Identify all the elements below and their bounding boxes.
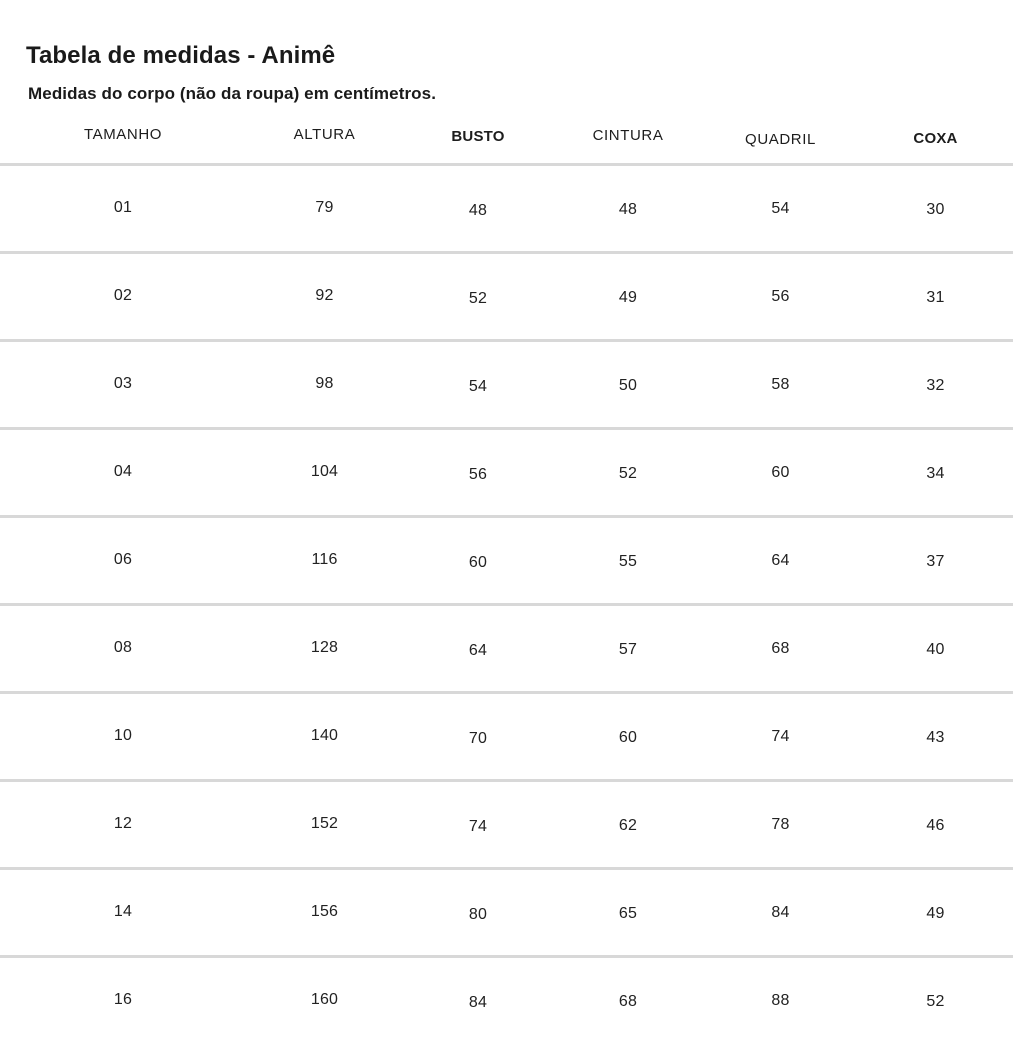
cell-quadril: 60 bbox=[703, 429, 858, 517]
cell-cintura: 55 bbox=[553, 517, 703, 605]
table-body bbox=[0, 165, 1013, 1043]
cell-quadril: 56 bbox=[703, 253, 858, 341]
cell-quadril: 64 bbox=[703, 517, 858, 605]
table-row bbox=[0, 781, 1013, 869]
cell-tamanho: 06 bbox=[0, 517, 246, 605]
cell-altura: 98 bbox=[246, 341, 403, 429]
table-header-row bbox=[0, 122, 1013, 165]
cell-coxa: 37 bbox=[858, 517, 1013, 605]
table-row bbox=[0, 605, 1013, 693]
cell-quadril: 78 bbox=[703, 781, 858, 869]
cell-busto: 84 bbox=[403, 957, 553, 1043]
cell-tamanho: 10 bbox=[0, 693, 246, 781]
cell-busto: 60 bbox=[403, 517, 553, 605]
cell-altura: 79 bbox=[246, 165, 403, 253]
cell-coxa: 32 bbox=[858, 341, 1013, 429]
cell-tamanho: 02 bbox=[0, 253, 246, 341]
cell-altura: 160 bbox=[246, 957, 403, 1043]
table-row bbox=[0, 341, 1013, 429]
cell-quadril: 68 bbox=[703, 605, 858, 693]
cell-altura: 156 bbox=[246, 869, 403, 957]
cell-coxa: 49 bbox=[858, 869, 1013, 957]
cell-busto: 64 bbox=[403, 605, 553, 693]
measurements-table bbox=[0, 122, 1013, 1043]
column-header-busto: BUSTO bbox=[403, 122, 553, 165]
cell-coxa: 46 bbox=[858, 781, 1013, 869]
cell-cintura: 52 bbox=[553, 429, 703, 517]
cell-tamanho: 08 bbox=[0, 605, 246, 693]
cell-busto: 56 bbox=[403, 429, 553, 517]
cell-coxa: 43 bbox=[858, 693, 1013, 781]
cell-coxa: 52 bbox=[858, 957, 1013, 1043]
cell-altura: 116 bbox=[246, 517, 403, 605]
cell-tamanho: 03 bbox=[0, 341, 246, 429]
page-title: Tabela de medidas - Animê bbox=[0, 0, 1013, 70]
column-header-quadril: QUADRIL bbox=[703, 122, 858, 165]
table-row bbox=[0, 693, 1013, 781]
cell-altura: 92 bbox=[246, 253, 403, 341]
cell-quadril: 54 bbox=[703, 165, 858, 253]
cell-altura: 152 bbox=[246, 781, 403, 869]
cell-busto: 80 bbox=[403, 869, 553, 957]
cell-busto: 54 bbox=[403, 341, 553, 429]
cell-quadril: 58 bbox=[703, 341, 858, 429]
cell-quadril: 84 bbox=[703, 869, 858, 957]
column-header-cintura: CINTURA bbox=[553, 122, 703, 165]
column-header-coxa: COXA bbox=[858, 122, 1013, 165]
cell-tamanho: 04 bbox=[0, 429, 246, 517]
cell-busto: 52 bbox=[403, 253, 553, 341]
cell-altura: 140 bbox=[246, 693, 403, 781]
table-header bbox=[0, 122, 1013, 165]
cell-cintura: 50 bbox=[553, 341, 703, 429]
cell-coxa: 31 bbox=[858, 253, 1013, 341]
table-row bbox=[0, 429, 1013, 517]
cell-cintura: 48 bbox=[553, 165, 703, 253]
cell-cintura: 65 bbox=[553, 869, 703, 957]
column-header-tamanho: TAMANHO bbox=[0, 122, 246, 165]
cell-quadril: 88 bbox=[703, 957, 858, 1043]
cell-cintura: 57 bbox=[553, 605, 703, 693]
cell-coxa: 34 bbox=[858, 429, 1013, 517]
cell-tamanho: 16 bbox=[0, 957, 246, 1043]
cell-tamanho: 14 bbox=[0, 869, 246, 957]
cell-cintura: 68 bbox=[553, 957, 703, 1043]
cell-busto: 70 bbox=[403, 693, 553, 781]
cell-coxa: 40 bbox=[858, 605, 1013, 693]
page-subtitle: Medidas do corpo (não da roupa) em centímetros. bbox=[0, 70, 1013, 104]
table-row bbox=[0, 869, 1013, 957]
cell-cintura: 60 bbox=[553, 693, 703, 781]
cell-cintura: 49 bbox=[553, 253, 703, 341]
cell-altura: 128 bbox=[246, 605, 403, 693]
cell-busto: 74 bbox=[403, 781, 553, 869]
table-row bbox=[0, 957, 1013, 1043]
table-row bbox=[0, 165, 1013, 253]
cell-altura: 104 bbox=[246, 429, 403, 517]
cell-cintura: 62 bbox=[553, 781, 703, 869]
cell-tamanho: 12 bbox=[0, 781, 246, 869]
cell-busto: 48 bbox=[403, 165, 553, 253]
column-header-altura: ALTURA bbox=[246, 122, 403, 165]
table-row bbox=[0, 517, 1013, 605]
cell-tamanho: 01 bbox=[0, 165, 246, 253]
table-row bbox=[0, 253, 1013, 341]
cell-coxa: 30 bbox=[858, 165, 1013, 253]
cell-quadril: 74 bbox=[703, 693, 858, 781]
